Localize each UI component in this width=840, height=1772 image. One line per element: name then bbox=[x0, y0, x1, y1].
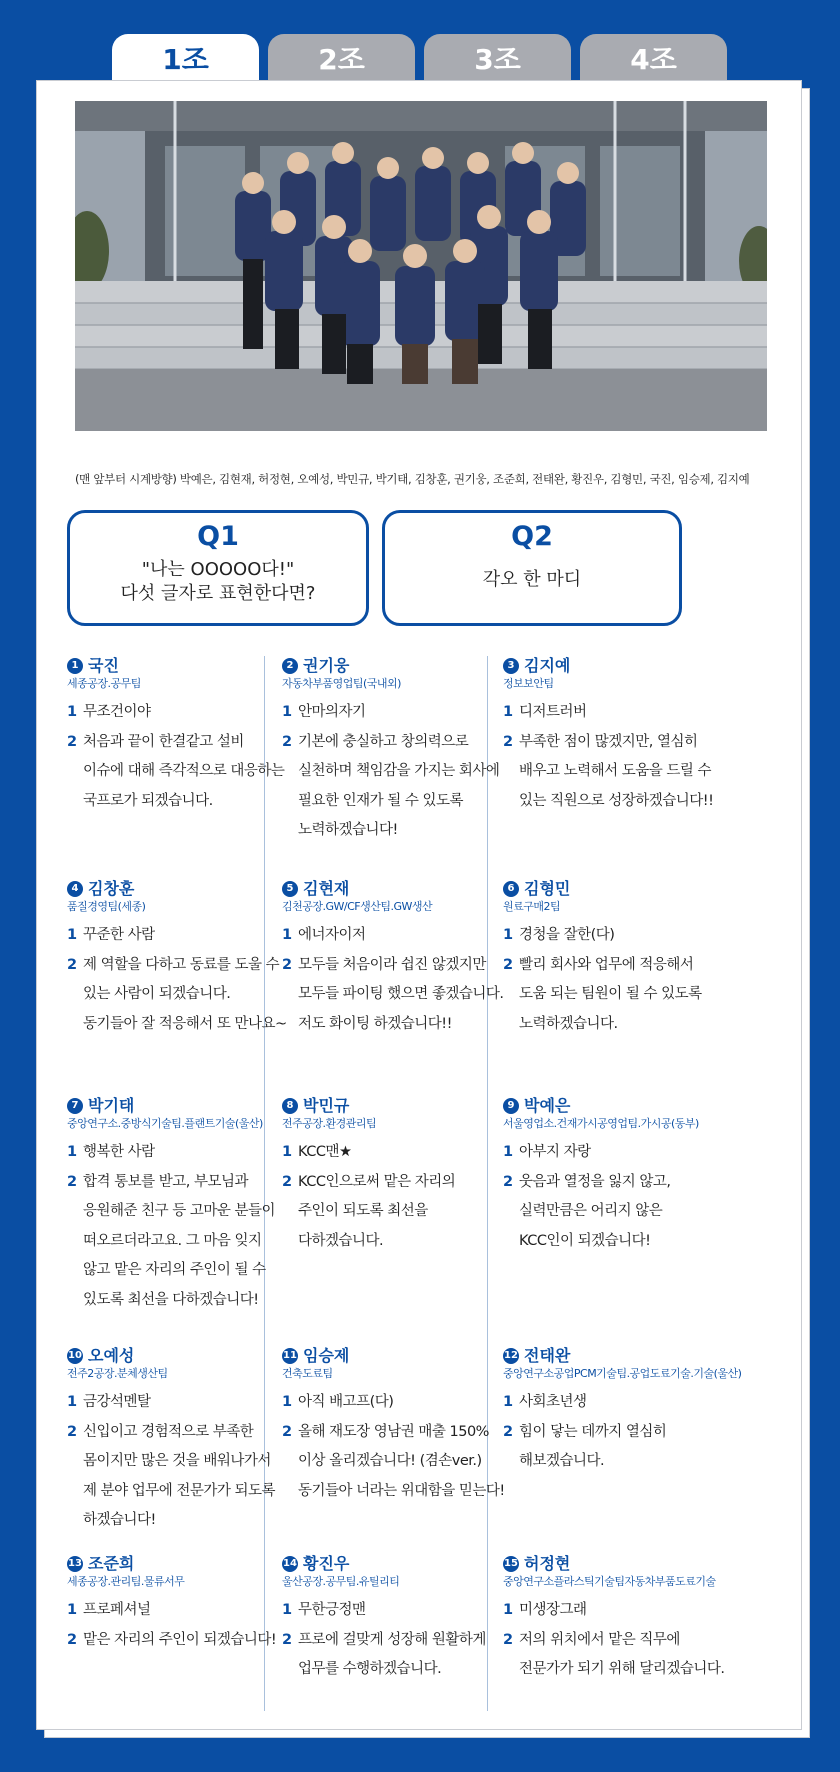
answer-2 bbox=[67, 728, 307, 817]
answer-1 bbox=[503, 1596, 743, 1626]
answer-2-line: 이슈에 대해 즉각적으로 대응하는 bbox=[83, 763, 285, 779]
answer-2-text bbox=[83, 1626, 276, 1656]
answer-2-line: 국프로가 되겠습니다. bbox=[83, 792, 213, 809]
member-name: 국진 bbox=[88, 656, 119, 675]
answer-1-text: 아부지 자랑 bbox=[519, 1144, 591, 1160]
tab-team-1[interactable]: 1조 bbox=[112, 34, 259, 82]
member-number-badge: 7 bbox=[67, 1098, 83, 1114]
answer-1-text: 디저트러버 bbox=[519, 704, 587, 720]
answer-1 bbox=[282, 1596, 522, 1626]
member-card bbox=[67, 1096, 307, 1315]
answer-2-line: 웃음과 열정을 잃지 않고, bbox=[519, 1173, 671, 1190]
answer-1 bbox=[67, 1388, 307, 1418]
question-2-box bbox=[382, 510, 682, 626]
answer-2-line: 맡은 자리의 주인이 되겠습니다! bbox=[83, 1631, 277, 1648]
member-card bbox=[503, 1554, 743, 1685]
answer-2-line: 모두들 처음이라 쉽진 않겠지만 bbox=[298, 956, 486, 973]
member-number-badge: 9 bbox=[503, 1098, 519, 1114]
answer-1-number: 1 bbox=[282, 927, 292, 943]
member-department: 중앙연구소.중방식기술팀.플랜트기술(울산) bbox=[67, 1117, 263, 1130]
answer-1-text: 에너자이저 bbox=[298, 927, 366, 943]
answer-1 bbox=[67, 698, 307, 728]
member-number-badge: 6 bbox=[503, 881, 519, 897]
answer-2-text bbox=[519, 1168, 671, 1257]
member-name: 박예은 bbox=[524, 1096, 571, 1115]
member-name-row bbox=[503, 656, 743, 676]
answer-2-line: 실천하며 책임감을 가지는 회사에 bbox=[298, 763, 500, 779]
answer-2-line: 제 역할을 다하고 동료를 도울 수 bbox=[83, 956, 280, 973]
answer-2-text bbox=[298, 1418, 505, 1507]
answer-2 bbox=[503, 1626, 743, 1685]
answer-2-line: 노력하겠습니다. bbox=[519, 1015, 618, 1032]
member-number-badge: 1 bbox=[67, 658, 83, 674]
member-card bbox=[282, 1346, 522, 1506]
answer-1-number: 1 bbox=[503, 704, 513, 720]
answer-2-text bbox=[298, 1626, 486, 1685]
answer-1-text: 금강석멘탈 bbox=[83, 1394, 151, 1410]
member-number-badge: 14 bbox=[282, 1556, 298, 1572]
answer-2-line: 실력만큼은 어리지 않은 bbox=[519, 1203, 663, 1219]
answer-1 bbox=[282, 698, 522, 728]
answer-2-line: 저도 화이팅 하겠습니다!! bbox=[298, 1015, 452, 1032]
answer-1-text: 프로페셔널 bbox=[83, 1602, 151, 1618]
answer-1-number: 1 bbox=[282, 1602, 292, 1618]
member-card bbox=[503, 656, 743, 816]
answer-2-line: 제 분야 업무에 전문가가 되도록 bbox=[83, 1482, 276, 1499]
answer-2-number: 2 bbox=[503, 1173, 513, 1190]
answer-2-line: 동기들아 잘 적응해서 또 만나요~ bbox=[83, 1015, 287, 1032]
answer-1-text: 무조건이야 bbox=[83, 704, 151, 720]
answer-2-number: 2 bbox=[503, 733, 513, 750]
answer-2 bbox=[503, 951, 743, 1040]
answer-2-line: 올해 재도장 영남권 매출 150% bbox=[298, 1423, 489, 1440]
answer-2-text bbox=[83, 1168, 275, 1316]
answer-2-text bbox=[298, 1168, 455, 1257]
member-number-badge: 4 bbox=[67, 881, 83, 897]
answer-2-number: 2 bbox=[282, 1631, 292, 1648]
member-name: 오예성 bbox=[88, 1346, 135, 1365]
answer-2-line: 힘이 닿는 데까지 열심히 bbox=[519, 1423, 667, 1440]
question-2-title: Q2 bbox=[511, 521, 553, 552]
answer-2-line: 이상 올리겠습니다! (겸손ver.) bbox=[298, 1453, 482, 1469]
answer-2 bbox=[282, 728, 522, 846]
member-name-row bbox=[503, 1346, 743, 1366]
answer-1 bbox=[67, 1596, 307, 1626]
member-name-row bbox=[282, 1096, 522, 1116]
answer-2-text bbox=[519, 951, 702, 1040]
member-department: 중앙연구소플라스틱기술팀자동차부품도료기술 bbox=[503, 1575, 716, 1588]
answer-2-line: 주인이 되도록 최선을 bbox=[298, 1203, 428, 1219]
member-department: 건축도료팀 bbox=[282, 1367, 333, 1380]
answer-1 bbox=[67, 921, 307, 951]
answer-1-text: 꾸준한 사람 bbox=[83, 927, 155, 943]
answer-2-line: 프로에 걸맞게 성장해 원활하게 bbox=[298, 1631, 486, 1648]
member-name-row bbox=[67, 879, 307, 899]
member-number-badge: 11 bbox=[282, 1348, 298, 1364]
member-department: 정보보안팀 bbox=[503, 677, 554, 690]
member-name: 전태완 bbox=[524, 1346, 571, 1365]
member-card bbox=[67, 656, 307, 816]
answer-1-number: 1 bbox=[67, 1602, 77, 1618]
answer-2-line: 않고 맡은 자리의 주인이 될 수 bbox=[83, 1262, 266, 1278]
answer-2-number: 2 bbox=[67, 1631, 77, 1648]
tab-team-2[interactable]: 2조 bbox=[268, 34, 415, 82]
answer-1 bbox=[503, 921, 743, 951]
answer-1-text: 안마의자기 bbox=[298, 704, 366, 720]
answer-2-line: 저의 위치에서 맡은 직무에 bbox=[519, 1631, 680, 1648]
answer-1-text: 경청을 잘한(다) bbox=[519, 927, 615, 943]
member-number-badge: 13 bbox=[67, 1556, 83, 1572]
answer-2 bbox=[67, 951, 307, 1040]
member-number-badge: 5 bbox=[282, 881, 298, 897]
answer-2-number: 2 bbox=[503, 956, 513, 973]
member-name: 권기웅 bbox=[303, 656, 350, 675]
member-name-row bbox=[67, 1346, 307, 1366]
answer-1-number: 1 bbox=[67, 927, 77, 943]
answer-2-line: 동기들아 너라는 위대함을 믿는다! bbox=[298, 1482, 505, 1499]
member-department: 품질경영팀(세종) bbox=[67, 900, 146, 913]
answer-2 bbox=[282, 1626, 522, 1685]
member-department: 세종공장.공무팀 bbox=[67, 677, 141, 690]
answer-2 bbox=[282, 951, 522, 1040]
member-card bbox=[282, 1554, 522, 1685]
member-name-row bbox=[282, 656, 522, 676]
answer-1-number: 1 bbox=[282, 1144, 292, 1160]
answer-1 bbox=[67, 1138, 307, 1168]
answer-1 bbox=[282, 1388, 522, 1418]
answer-1-text: 사회초년생 bbox=[519, 1394, 587, 1410]
tab-team-4[interactable]: 4조 bbox=[580, 34, 727, 82]
answer-1-number: 1 bbox=[282, 704, 292, 720]
member-name: 허정현 bbox=[524, 1554, 571, 1573]
answer-1 bbox=[503, 1138, 743, 1168]
answer-2-number: 2 bbox=[67, 1173, 77, 1190]
answer-2 bbox=[282, 1418, 522, 1507]
answer-1-text: KCC맨★ bbox=[298, 1144, 352, 1160]
answer-2-text bbox=[298, 951, 504, 1040]
member-name-row bbox=[503, 879, 743, 899]
member-card bbox=[282, 656, 522, 846]
member-department: 서울영업소.건재가시공영업팀.가시공(동부) bbox=[503, 1117, 699, 1130]
answer-2-text bbox=[519, 728, 713, 817]
member-card bbox=[503, 879, 743, 1039]
answer-2-line: 부족한 점이 많겠지만, 열심히 bbox=[519, 733, 698, 750]
member-number-badge: 10 bbox=[67, 1348, 83, 1364]
answer-2-line: 있는 직원으로 성장하겠습니다!! bbox=[519, 792, 714, 809]
member-number-badge: 2 bbox=[282, 658, 298, 674]
answer-2-line: 합격 통보를 받고, 부모님과 bbox=[83, 1173, 249, 1190]
answer-1 bbox=[282, 1138, 522, 1168]
answer-2-line: 기본에 충실하고 창의력으로 bbox=[298, 733, 469, 750]
answer-2-line: 하겠습니다! bbox=[83, 1512, 156, 1528]
answer-1-text: 무한긍정맨 bbox=[298, 1602, 366, 1618]
member-name: 김창훈 bbox=[88, 879, 135, 898]
answer-1-text: 행복한 사람 bbox=[83, 1144, 155, 1160]
question-1-text: "나는 OOOOO다!" 다섯 글자로 표현한다면? bbox=[120, 559, 316, 604]
member-card bbox=[282, 879, 522, 1039]
answer-2-number: 2 bbox=[282, 956, 292, 973]
answer-2-line: 신입이고 경험적으로 부족한 bbox=[83, 1423, 254, 1440]
member-number-badge: 8 bbox=[282, 1098, 298, 1114]
answer-2-line: 처음과 끝이 한결같고 설비 bbox=[83, 733, 244, 750]
answer-2-line: 해보겠습니다. bbox=[519, 1453, 605, 1469]
answer-2-line: 있는 사람이 되겠습니다. bbox=[83, 986, 231, 1002]
answer-2-number: 2 bbox=[282, 733, 292, 750]
content-sheet bbox=[36, 80, 802, 1730]
member-department: 전주공장.환경관리팀 bbox=[282, 1117, 377, 1130]
member-department: 세종공장.관리팀.물류서무 bbox=[67, 1575, 185, 1588]
answer-1 bbox=[282, 921, 522, 951]
member-name: 임승제 bbox=[303, 1346, 350, 1365]
answer-2-line: 필요한 인재가 될 수 있도록 bbox=[298, 792, 464, 809]
answer-1-number: 1 bbox=[282, 1394, 292, 1410]
question-1-box bbox=[67, 510, 369, 626]
question-1-title: Q1 bbox=[197, 521, 239, 552]
member-name-row bbox=[282, 879, 522, 899]
answer-2 bbox=[503, 1418, 743, 1477]
member-name-row bbox=[282, 1554, 522, 1574]
member-name-row bbox=[282, 1346, 522, 1366]
member-name: 김지예 bbox=[524, 656, 571, 675]
answer-2-line: 도움 되는 팀원이 될 수 있도록 bbox=[519, 986, 702, 1002]
answer-1 bbox=[503, 1388, 743, 1418]
answer-2-text bbox=[519, 1626, 725, 1685]
tab-team-3[interactable]: 3조 bbox=[424, 34, 571, 82]
member-name: 김형민 bbox=[524, 879, 571, 898]
photo-caption: (맨 앞부터 시계방향) 박예은, 김현재, 허정현, 오예성, 박민규, 박기태, 김창훈, 권기웅, 조준희, 전태완, 황진우, 김형민, 국진, 임승제, 김지예 bbox=[75, 472, 750, 486]
answer-2-number: 2 bbox=[67, 733, 77, 750]
answer-2-line: 전문가가 되기 위해 달리겠습니다. bbox=[519, 1661, 725, 1677]
answer-2-line: KCC인이 되겠습니다! bbox=[519, 1232, 651, 1249]
answer-1-number: 1 bbox=[503, 927, 513, 943]
question-2-text: 각오 한 마디 bbox=[482, 569, 582, 590]
member-number-badge: 15 bbox=[503, 1556, 519, 1572]
member-name: 박민규 bbox=[303, 1096, 350, 1115]
answer-1-text: 미생장그래 bbox=[519, 1602, 587, 1618]
member-department: 김천공장.GW/CF생산팀.GW생산 bbox=[282, 900, 433, 913]
answer-2-line: 배우고 노력해서 도움을 드릴 수 bbox=[519, 763, 712, 779]
answer-2-line: 응원해준 친구 등 고마운 분들이 bbox=[83, 1203, 276, 1219]
answer-2-text bbox=[519, 1418, 666, 1477]
answer-2 bbox=[67, 1168, 307, 1316]
answer-1-number: 1 bbox=[503, 1144, 513, 1160]
answer-1-number: 1 bbox=[67, 1144, 77, 1160]
member-card bbox=[503, 1346, 743, 1477]
answer-1-number: 1 bbox=[67, 704, 77, 720]
answer-2 bbox=[67, 1626, 307, 1656]
member-name: 김현재 bbox=[303, 879, 350, 898]
answer-2-text bbox=[83, 951, 287, 1040]
answer-2 bbox=[503, 728, 743, 817]
member-name: 박기태 bbox=[88, 1096, 135, 1115]
answer-2-line: 있도록 최선을 다하겠습니다! bbox=[83, 1291, 259, 1308]
member-name: 조준희 bbox=[88, 1554, 135, 1573]
answer-1 bbox=[503, 698, 743, 728]
member-card bbox=[282, 1096, 522, 1256]
answer-2-text bbox=[298, 728, 499, 846]
answer-2-number: 2 bbox=[503, 1631, 513, 1648]
member-number-badge: 3 bbox=[503, 658, 519, 674]
member-name-row bbox=[503, 1096, 743, 1116]
member-department: 자동차부품영업팀(국내외) bbox=[282, 677, 401, 690]
member-card bbox=[503, 1096, 743, 1256]
answer-2-line: 모두들 파이팅 했으면 좋겠습니다. bbox=[298, 986, 504, 1002]
member-department: 원료구매2팀 bbox=[503, 900, 561, 913]
member-card bbox=[67, 879, 307, 1039]
member-card bbox=[67, 1554, 307, 1655]
answer-2-line: 떠오르더라고요. 그 마음 잊지 bbox=[83, 1232, 262, 1249]
member-department: 중앙연구소공업PCM기술팀.공업도료기술.기술(울산) bbox=[503, 1367, 742, 1380]
answer-2-number: 2 bbox=[503, 1423, 513, 1440]
member-name: 황진우 bbox=[303, 1554, 350, 1573]
answer-2-number: 2 bbox=[282, 1173, 292, 1190]
member-number-badge: 12 bbox=[503, 1348, 519, 1364]
answer-2-number: 2 bbox=[282, 1423, 292, 1440]
answer-2-line: 업무를 수행하겠습니다. bbox=[298, 1661, 442, 1677]
member-card bbox=[67, 1346, 307, 1536]
member-name-row bbox=[67, 656, 307, 676]
answer-2-line: 다하겠습니다. bbox=[298, 1232, 384, 1249]
answer-2-line: 몸이지만 많은 것을 배워나가서 bbox=[83, 1453, 271, 1469]
answer-1-number: 1 bbox=[67, 1394, 77, 1410]
answer-2 bbox=[503, 1168, 743, 1257]
answer-2-line: KCC인으로써 맡은 자리의 bbox=[298, 1173, 456, 1190]
answer-2 bbox=[67, 1418, 307, 1536]
team-tabs bbox=[112, 34, 727, 82]
answer-1-text: 아직 배고프(다) bbox=[298, 1394, 394, 1410]
member-name-row bbox=[503, 1554, 743, 1574]
group-photo bbox=[75, 101, 767, 431]
answer-2-number: 2 bbox=[67, 956, 77, 973]
answer-2-line: 노력하겠습니다! bbox=[298, 822, 398, 838]
answer-2-text bbox=[83, 728, 284, 817]
member-department: 울산공장.공무팀.유틸리티 bbox=[282, 1575, 400, 1588]
answer-2-number: 2 bbox=[67, 1423, 77, 1440]
member-department: 전주2공장.분체생산팀 bbox=[67, 1367, 168, 1380]
member-name-row bbox=[67, 1554, 307, 1574]
member-name-row bbox=[67, 1096, 307, 1116]
answer-1-number: 1 bbox=[503, 1394, 513, 1410]
answer-2-text bbox=[83, 1418, 275, 1536]
answer-2-line: 빨리 회사와 업무에 적응해서 bbox=[519, 956, 694, 973]
answer-1-number: 1 bbox=[503, 1602, 513, 1618]
answer-2 bbox=[282, 1168, 522, 1257]
